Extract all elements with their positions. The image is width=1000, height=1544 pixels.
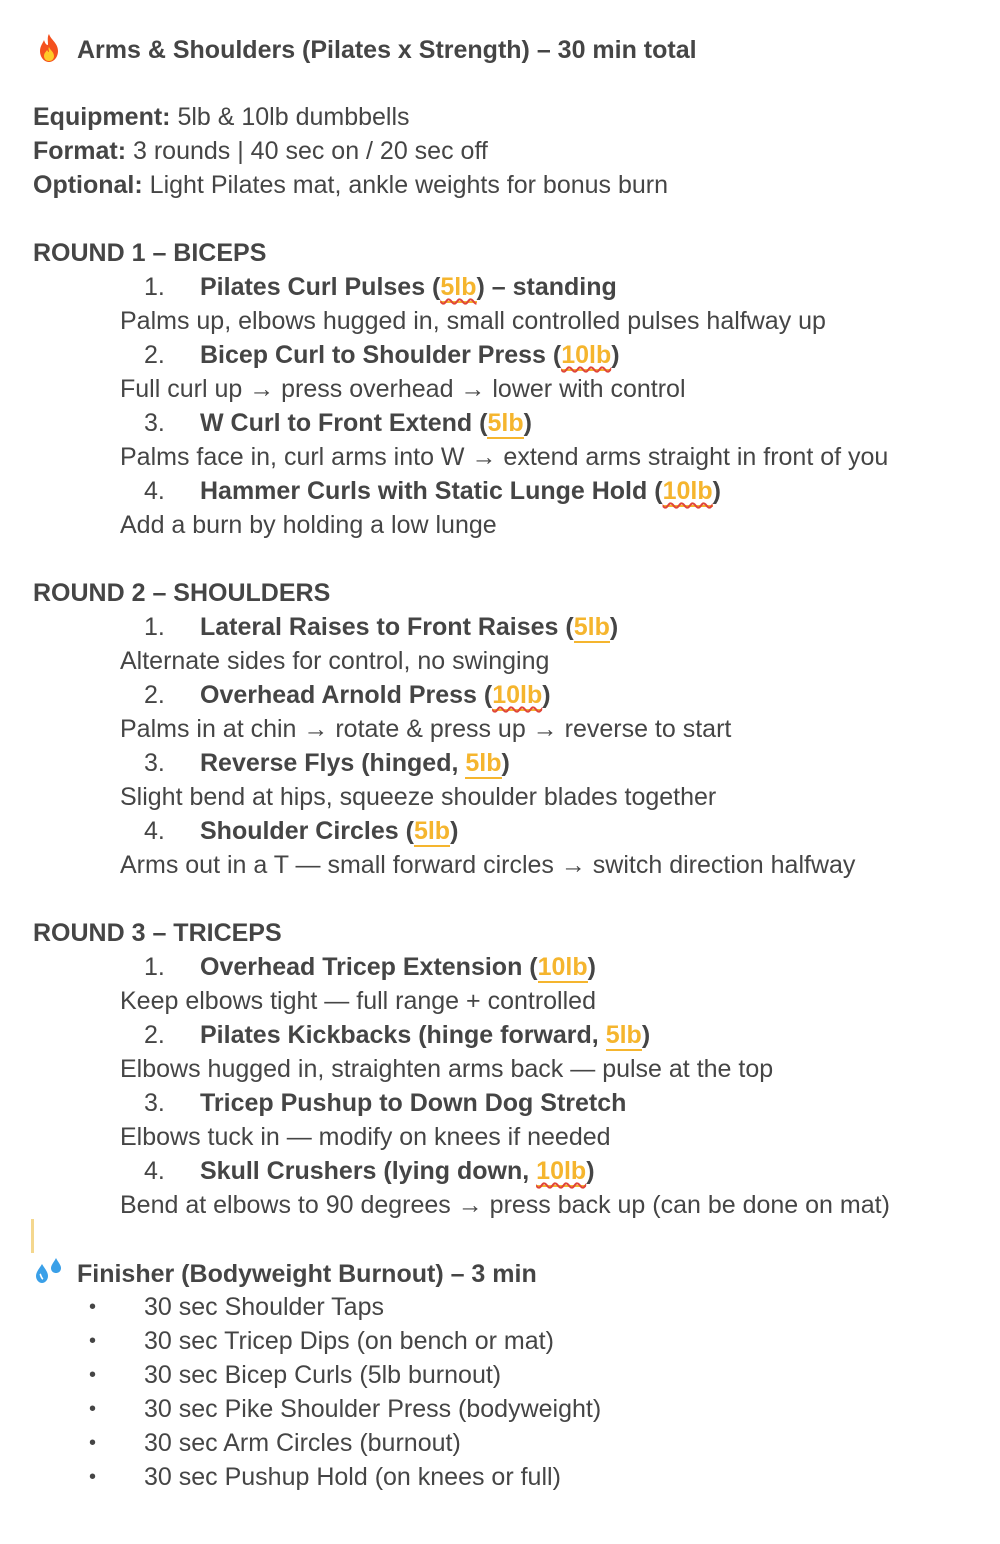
item-number: 4. xyxy=(144,817,165,845)
exercise-name: Hammer Curls with Static Lunge Hold (10lb) xyxy=(200,477,721,505)
exercise-description: Add a burn by holding a low lunge xyxy=(120,511,497,539)
round-heading: ROUND 2 – SHOULDERS xyxy=(33,579,331,607)
bullet: • xyxy=(89,1398,97,1420)
round-heading: ROUND 1 – BICEPS xyxy=(33,239,267,267)
fire-icon xyxy=(33,32,65,64)
exercise-name: Tricep Pushup to Down Dog Stretch xyxy=(200,1089,627,1117)
note-title xyxy=(33,32,697,66)
exercise-description: Elbows tuck in — modify on knees if needed xyxy=(120,1123,611,1151)
weight-tag: 10lb xyxy=(537,953,588,981)
exercise-name: W Curl to Front Extend (5lb) xyxy=(200,409,532,437)
exercise-name: Shoulder Circles (5lb) xyxy=(200,817,459,845)
item-number: 2. xyxy=(144,341,165,369)
item-number: 2. xyxy=(144,1021,165,1049)
bullet: • xyxy=(89,1296,97,1318)
list-item-text: 30 sec Bicep Curls (5lb burnout) xyxy=(144,1361,502,1389)
meta-value: Light Pilates mat, ankle weights for bonus burn xyxy=(142,171,669,199)
item-number: 4. xyxy=(144,1157,165,1185)
list-item-text: 30 sec Shoulder Taps xyxy=(144,1293,384,1321)
item-number: 2. xyxy=(144,681,165,709)
bullet: • xyxy=(89,1330,97,1352)
exercise-description: Arms out in a T — small forward circles → switch direction halfway xyxy=(120,851,856,879)
meta-value: 3 rounds | 40 sec on / 20 sec off xyxy=(126,137,488,165)
item-number: 4. xyxy=(144,477,165,505)
exercise-description: Alternate sides for control, no swinging xyxy=(120,647,550,675)
exercise-description: Elbows hugged in, straighten arms back — pulse at the top xyxy=(120,1055,774,1083)
exercise-description: Full curl up → press overhead → lower with control xyxy=(120,375,686,403)
item-number: 1. xyxy=(144,273,165,301)
exercise-name: Overhead Arnold Press (10lb) xyxy=(200,681,551,709)
equipment-line xyxy=(33,100,410,134)
title-text: Arms & Shoulders (Pilates x Strength) – 30 min total xyxy=(77,36,697,64)
meta-label: Equipment: xyxy=(33,103,171,131)
weight-tag: 10lb xyxy=(492,681,543,709)
item-number: 3. xyxy=(144,409,165,437)
exercise-name: Lateral Raises to Front Raises (5lb) xyxy=(200,613,619,641)
weight-tag: 10lb xyxy=(536,1157,587,1185)
weight-tag: 5lb xyxy=(487,409,524,437)
bullet: • xyxy=(89,1364,97,1386)
exercise-description: Bend at elbows to 90 degrees → press back up (can be done on mat) xyxy=(120,1191,890,1219)
format-line xyxy=(33,134,488,168)
exercise-description: Palms in at chin → rotate & press up → reverse to start xyxy=(120,715,732,743)
finisher-heading xyxy=(33,1256,537,1290)
exercise-description: Keep elbows tight — full range + controlled xyxy=(120,987,596,1015)
exercise-name: Reverse Flys (hinged, 5lb) xyxy=(200,749,510,777)
bullet: • xyxy=(89,1432,97,1454)
exercise-name: Pilates Kickbacks (hinge forward, 5lb) xyxy=(200,1021,651,1049)
item-number: 3. xyxy=(144,749,165,777)
exercise-name: Skull Crushers (lying down, 10lb) xyxy=(200,1157,595,1185)
weight-tag: 5lb xyxy=(573,613,610,641)
finisher-title: Finisher (Bodyweight Burnout) – 3 min xyxy=(77,1260,537,1288)
item-number: 3. xyxy=(144,1089,165,1117)
exercise-name: Bicep Curl to Shoulder Press (10lb) xyxy=(200,341,620,369)
list-item-text: 30 sec Pushup Hold (on knees or full) xyxy=(144,1463,561,1491)
weight-tag: 10lb xyxy=(662,477,713,505)
exercise-description: Palms up, elbows hugged in, small controlled pulses halfway up xyxy=(120,307,826,335)
exercise-name: Pilates Curl Pulses (5lb) – standing xyxy=(200,273,617,301)
weight-tag: 5lb xyxy=(440,273,477,301)
round-heading: ROUND 3 – TRICEPS xyxy=(33,919,282,947)
meta-label: Optional: xyxy=(33,171,143,199)
weight-tag: 5lb xyxy=(605,1021,642,1049)
exercise-name: Overhead Tricep Extension (10lb) xyxy=(200,953,596,981)
exercise-description: Palms face in, curl arms into W → extend arms straight in front of you xyxy=(120,443,889,471)
sweat-droplets-icon xyxy=(33,1256,65,1288)
bullet: • xyxy=(89,1466,97,1488)
weight-tag: 5lb xyxy=(413,817,451,845)
list-item-text: 30 sec Arm Circles (burnout) xyxy=(144,1429,461,1457)
meta-label: Format: xyxy=(33,137,127,165)
weight-tag: 5lb xyxy=(465,749,502,777)
weight-tag: 10lb xyxy=(561,341,612,369)
item-number: 1. xyxy=(144,953,165,981)
item-number: 1. xyxy=(144,613,165,641)
meta-value: 5lb & 10lb dumbbells xyxy=(170,103,410,131)
exercise-description: Slight bend at hips, squeeze shoulder blades together xyxy=(120,783,717,811)
list-item-text: 30 sec Tricep Dips (on bench or mat) xyxy=(144,1327,554,1355)
text-cursor xyxy=(31,1219,34,1253)
list-item-text: 30 sec Pike Shoulder Press (bodyweight) xyxy=(144,1395,602,1423)
optional-line xyxy=(33,168,668,202)
